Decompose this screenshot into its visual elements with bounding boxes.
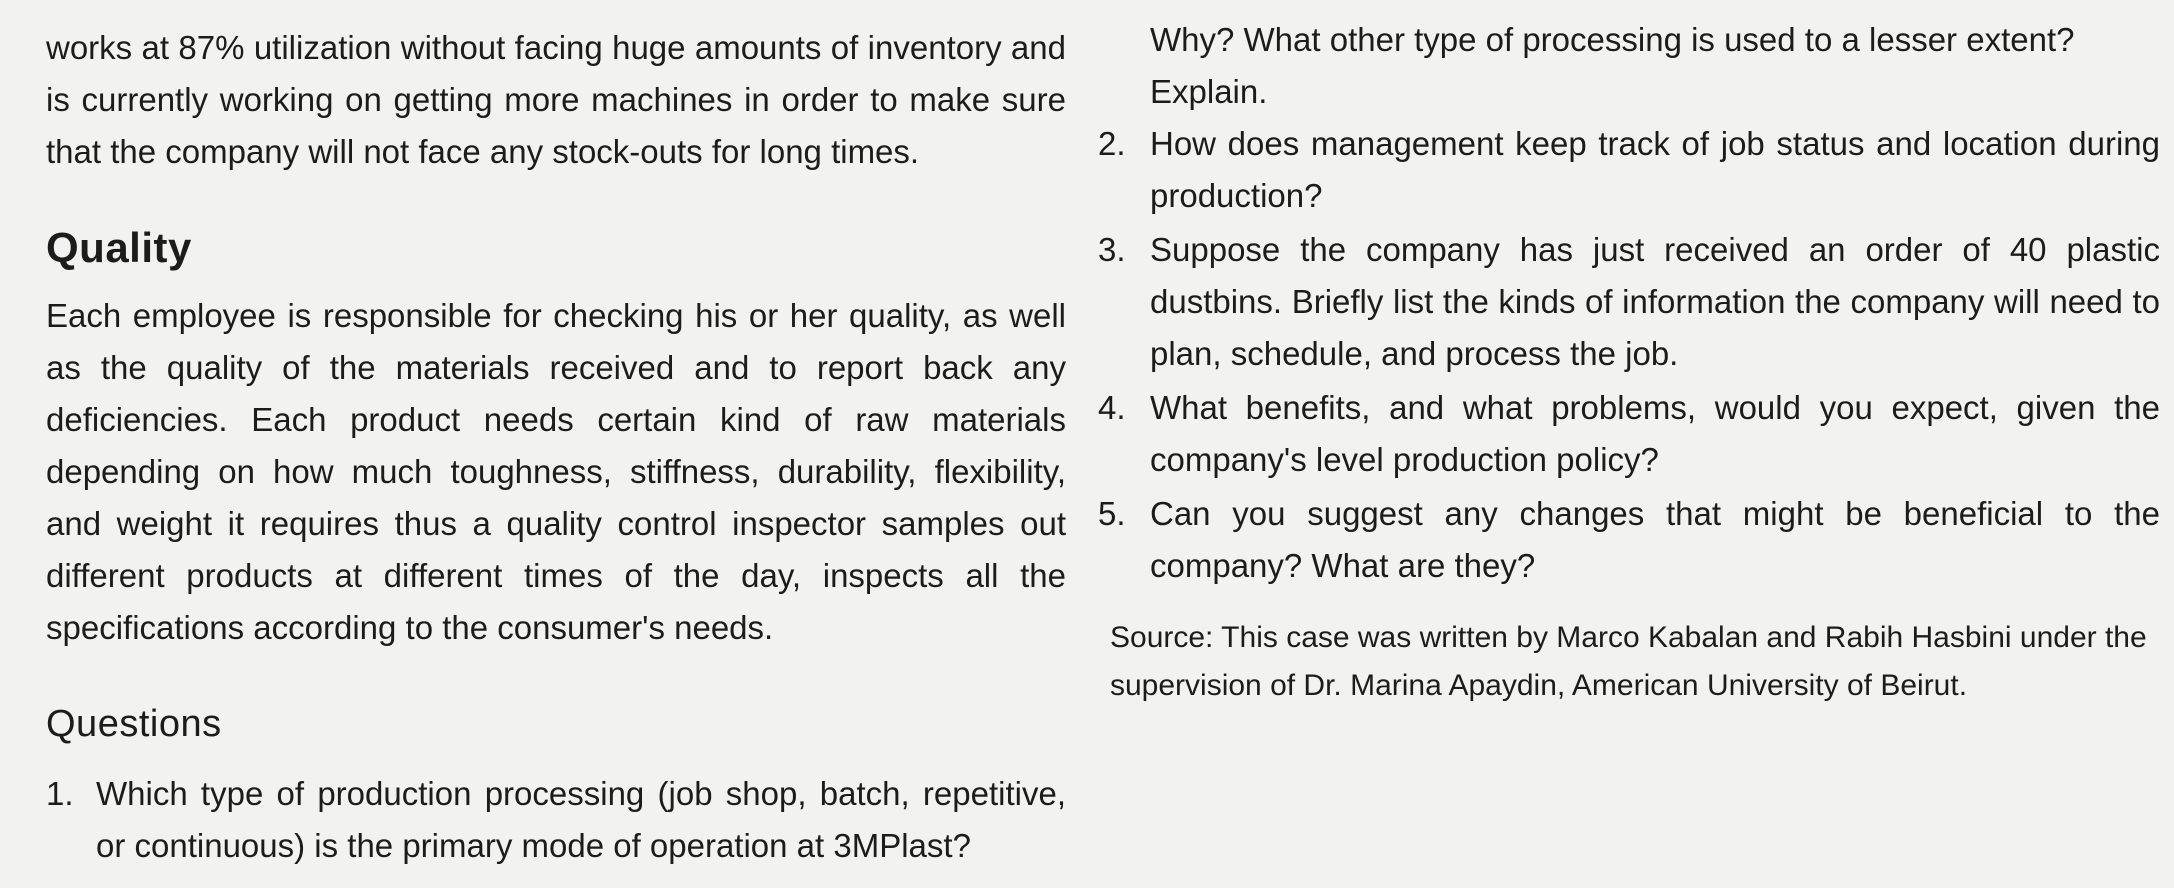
question-1-text: Which type of production processing (job shop, batch, repetitive, or continuous) is the primary mode of operation at 3MPlast?: [96, 775, 1066, 864]
questions-heading: Questions: [46, 703, 222, 745]
question-5-number: 5.: [1098, 495, 1126, 532]
question-2-text: How does management keep track of job status and location during production?: [1150, 125, 2160, 214]
question-5-text: Can you suggest any changes that might be beneficial to the company? What are they?: [1150, 495, 2160, 584]
question-4: [1098, 382, 2160, 486]
question-2: [1098, 118, 2160, 222]
quality-heading: Quality: [46, 224, 192, 271]
questions-list-left: [46, 768, 1066, 872]
question-2-number: 2.: [1098, 125, 1126, 162]
question-1: [46, 768, 1066, 872]
question-3: [1098, 224, 2160, 380]
right-column: [1098, 14, 2160, 710]
question-3-number: 3.: [1098, 231, 1126, 268]
question-1-continued: Why? What other type of processing is used to a lesser extent? Explain.: [1150, 21, 2075, 110]
question-1-number: 1.: [46, 775, 74, 812]
question-4-text: What benefits, and what problems, would you expect, given the company's level production policy?: [1150, 389, 2160, 478]
question-3-text: Suppose the company has just received an order of 40 plastic dustbins. Briefly list the kinds of information the company will need to plan, schedule, and process the job.: [1150, 231, 2160, 372]
left-column: [46, 18, 1066, 872]
question-5: [1098, 488, 2160, 592]
quality-paragraph: Each employee is responsible for checking his or her quality, as well as the quality of the materials received and to report back any deficiencies. Each product needs certain kind of raw materials depending on how much toughness, stiffness, durability, flexibility, and weight it requires thus a quality control inspector samples out different products at different times of the day, inspects all the specifications according to the consumer's needs.: [46, 297, 1066, 646]
intro-paragraph: works at 87% utilization without facing huge amounts of inventory and is currently working on getting more machines in order to make sure that the company will not face any stock-outs for long times.: [46, 29, 1066, 170]
source-note: Source: This case was written by Marco Kabalan and Rabih Hasbini under the supervision of Dr. Marina Apaydin, American University of Beirut.: [1110, 621, 2147, 702]
question-4-number: 4.: [1098, 389, 1126, 426]
questions-list-right: [1098, 118, 2160, 592]
